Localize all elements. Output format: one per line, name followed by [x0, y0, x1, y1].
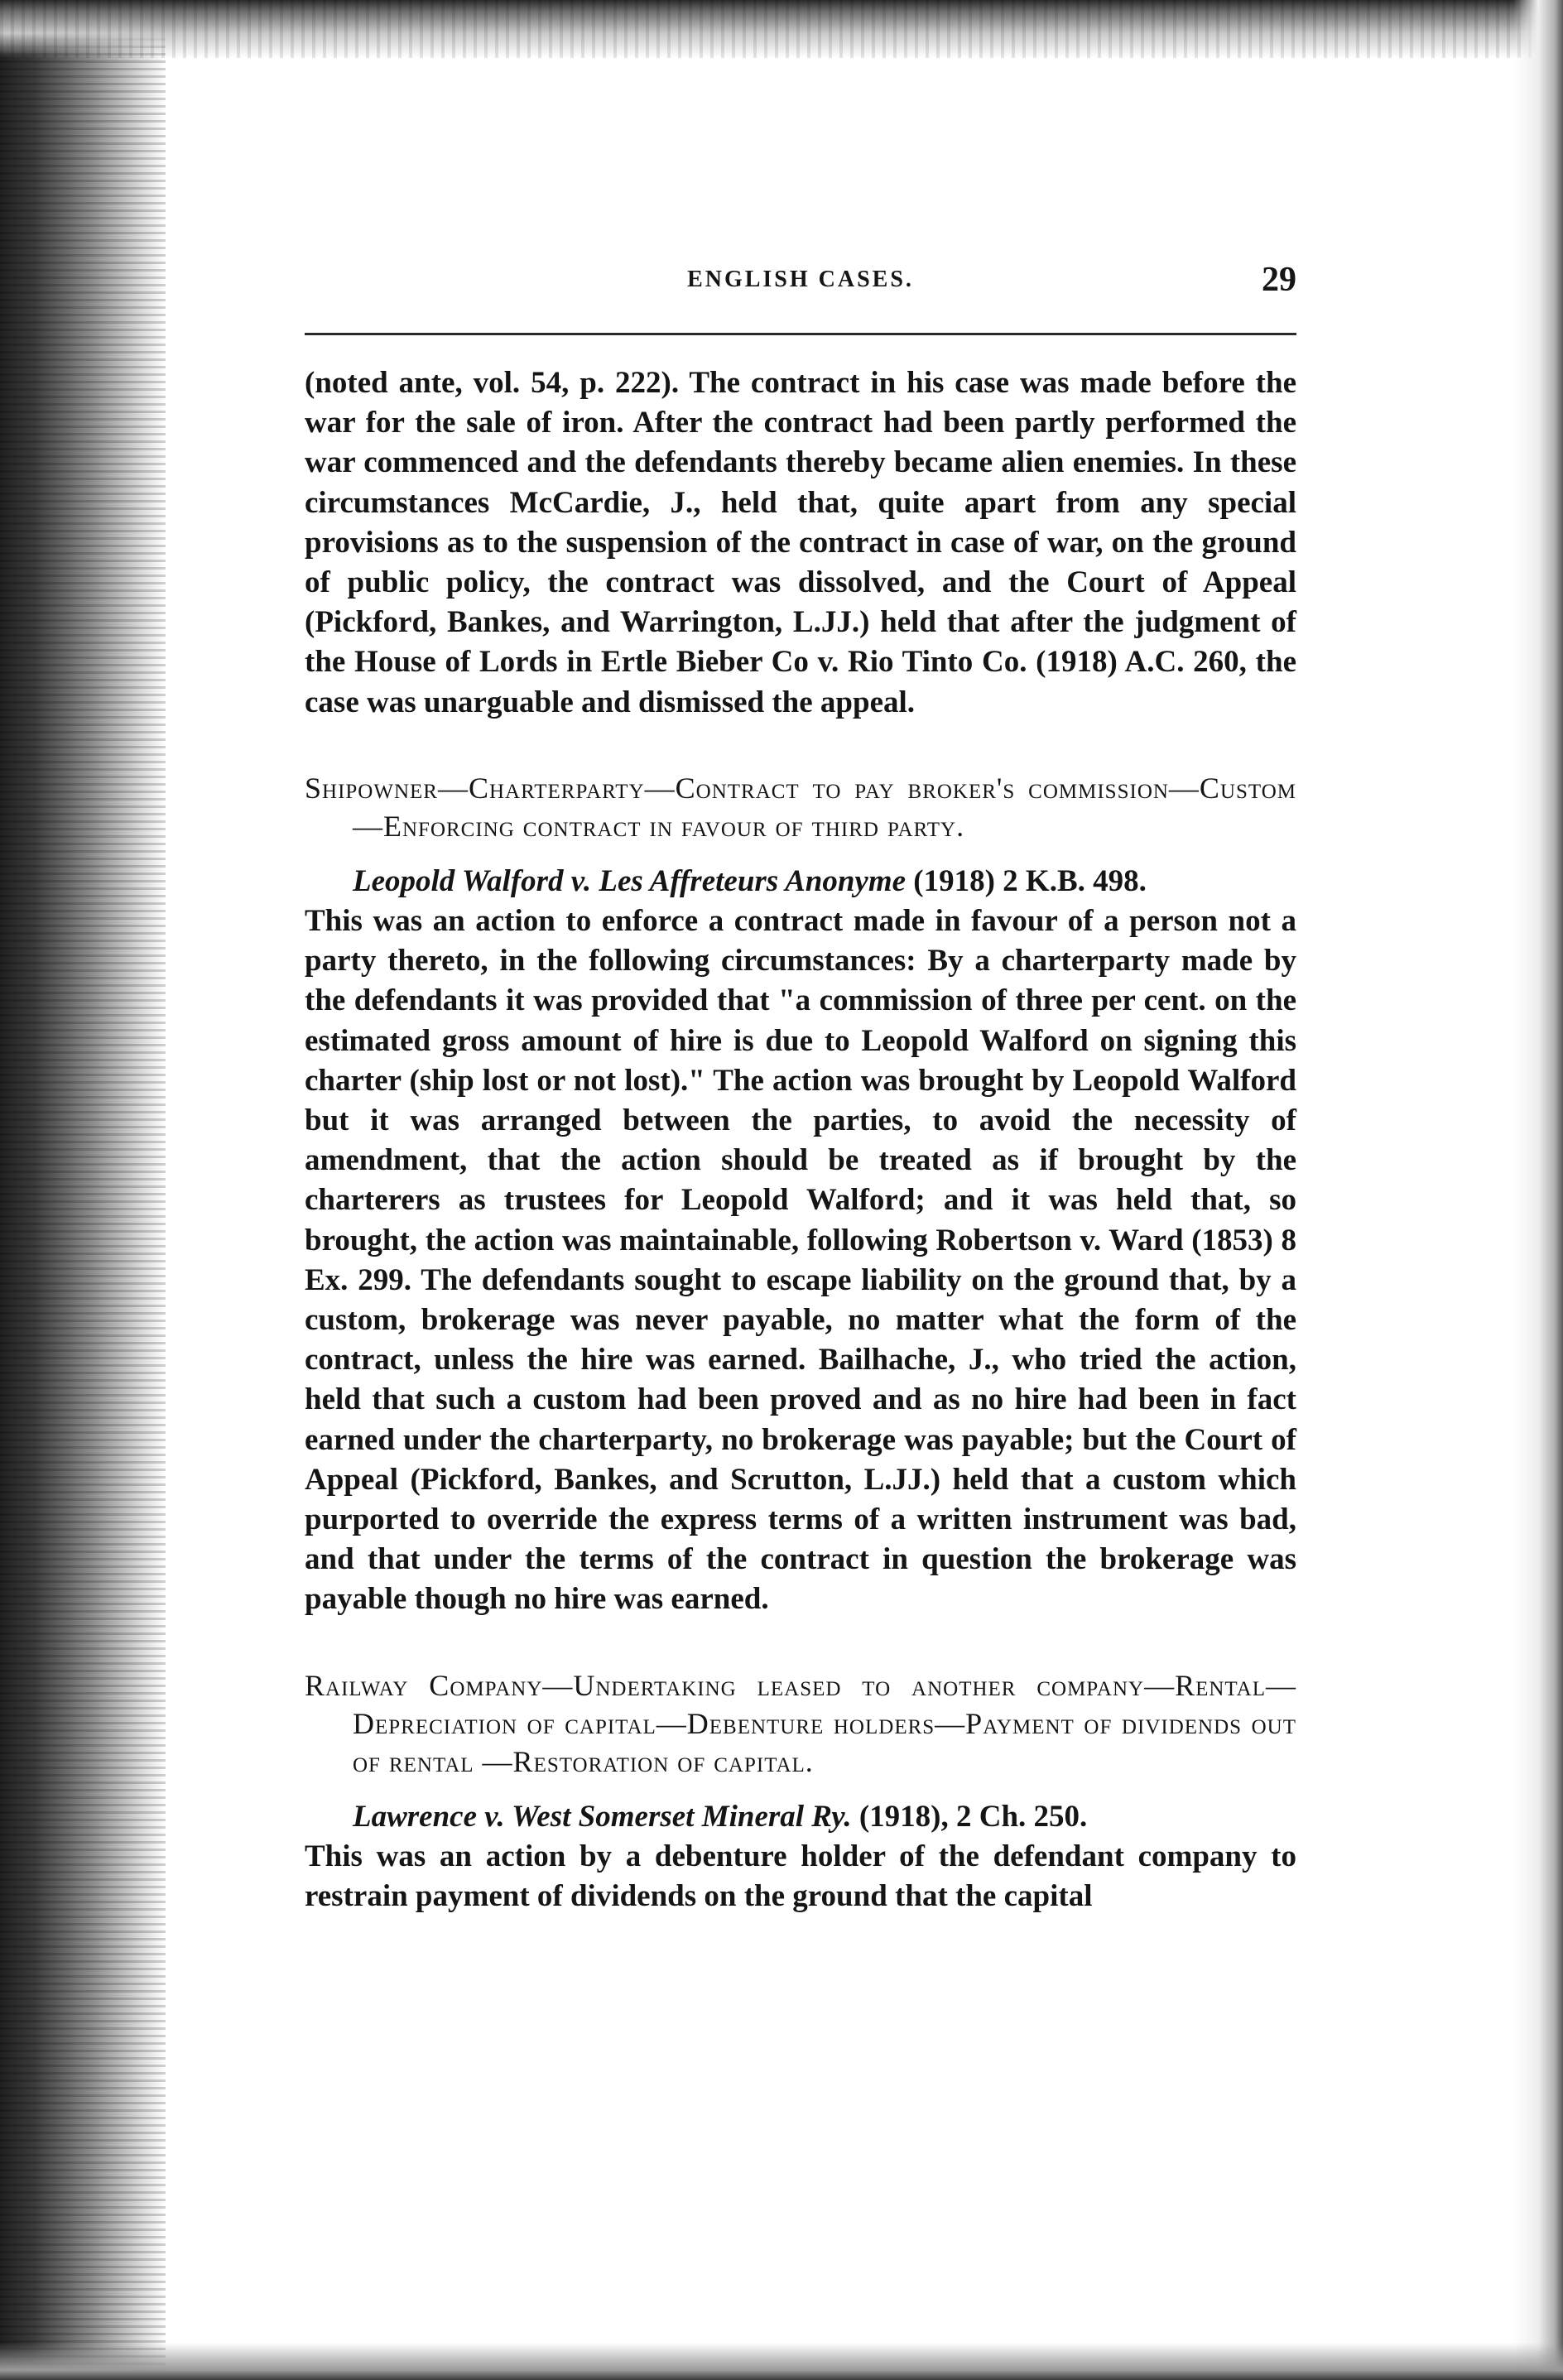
scan-bottom-edge [0, 2343, 1563, 2380]
scan-right-edge [1513, 0, 1563, 2380]
case-body-lawrence: This was an action by a debenture holder of the defendant company to restrain payment of dividends on the ground that the capital [305, 1839, 1296, 1914]
section-heading-railway: Railway Company—Undertaking leased to another company—Rental—Depreciation of capital—Debenture holders—Payment of dividends out of rental —Restoration of capital. [305, 1668, 1296, 1778]
case-name-walford: Leopold Walford v. Les Affreteurs Anonyme [353, 863, 907, 898]
citation-lawrence: (1918), 2 Ch. 250. [851, 1799, 1088, 1834]
citation-walford: (1918) 2 K.B. 498. [906, 863, 1147, 898]
section-heading-shipowner: Shipowner—Charterparty—Contract to pay broker's commission—Custom—Enforcing contract in favour of third party. [305, 771, 1296, 843]
running-head [305, 261, 1296, 315]
case-citation-lawrence [305, 1797, 1296, 1837]
book-page [305, 261, 1296, 1916]
continued-paragraph: (noted ante, vol. 54, p. 222). The contract in his case was made before the war for the sale of iron. After the contract had been partly performed the war commenced and the defendants thereby became alien enemies. In these circumstances McCardie, J., held that, quite apart from any special provisions as to the suspension of the contract in case of war, on the ground of public policy, the contract was dissolved, and the Court of Appeal (Pickford, Bankes, and Warrington, L.JJ.) held that after the judgment of the House of Lords in Ertle Bieber Co v. Rio Tinto Co. (1918) A.C. 260, the case was unarguable and dismissed the appeal. [305, 366, 1296, 719]
header-rule [305, 333, 1296, 335]
case-name-lawrence: Lawrence v. West Somerset Mineral Ry. [353, 1799, 852, 1834]
scan-top-edge [0, 0, 1563, 58]
scan-left-edge [0, 0, 166, 2380]
page-number: 29 [1262, 261, 1296, 299]
running-title: ENGLISH CASES. [687, 267, 914, 292]
case-citation-walford [305, 862, 1296, 902]
case-body-walford: This was an action to enforce a contract made in favour of a person not a party thereto, in the following circumstances: By a charterparty made by the defendants it was provided that "a commission of three per cent. on the estimated gross amount of hire is due to Leopold Walford on signing this charter (ship lost or not lost)." The action was brought by Leopold Walford but it was arranged between the parties, to avoid the necessity of amendment, that the action should be treated as if brought by the charterers as trustees for Leopold Walford; and it was held that, so brought, the action was maintainable, following Robertson v. Ward (1853) 8 Ex. 299. The defendants sought to escape liability on the ground that, by a custom, brokerage was never payable, no matter what the form of the contract, unless the hire was earned. Bailhache, J., who tried the action, held that such a custom had been proved and as no hire had been in fact earned under the charterparty, no brokerage was payable; but the Court of Appeal (Pickford, Bankes, and Scrutton, L.JJ.) held that a custom which purported to override the express terms of a written instrument was bad, and that under the terms of the contract in question the brokerage was payable though no hire was earned. [305, 904, 1296, 1617]
